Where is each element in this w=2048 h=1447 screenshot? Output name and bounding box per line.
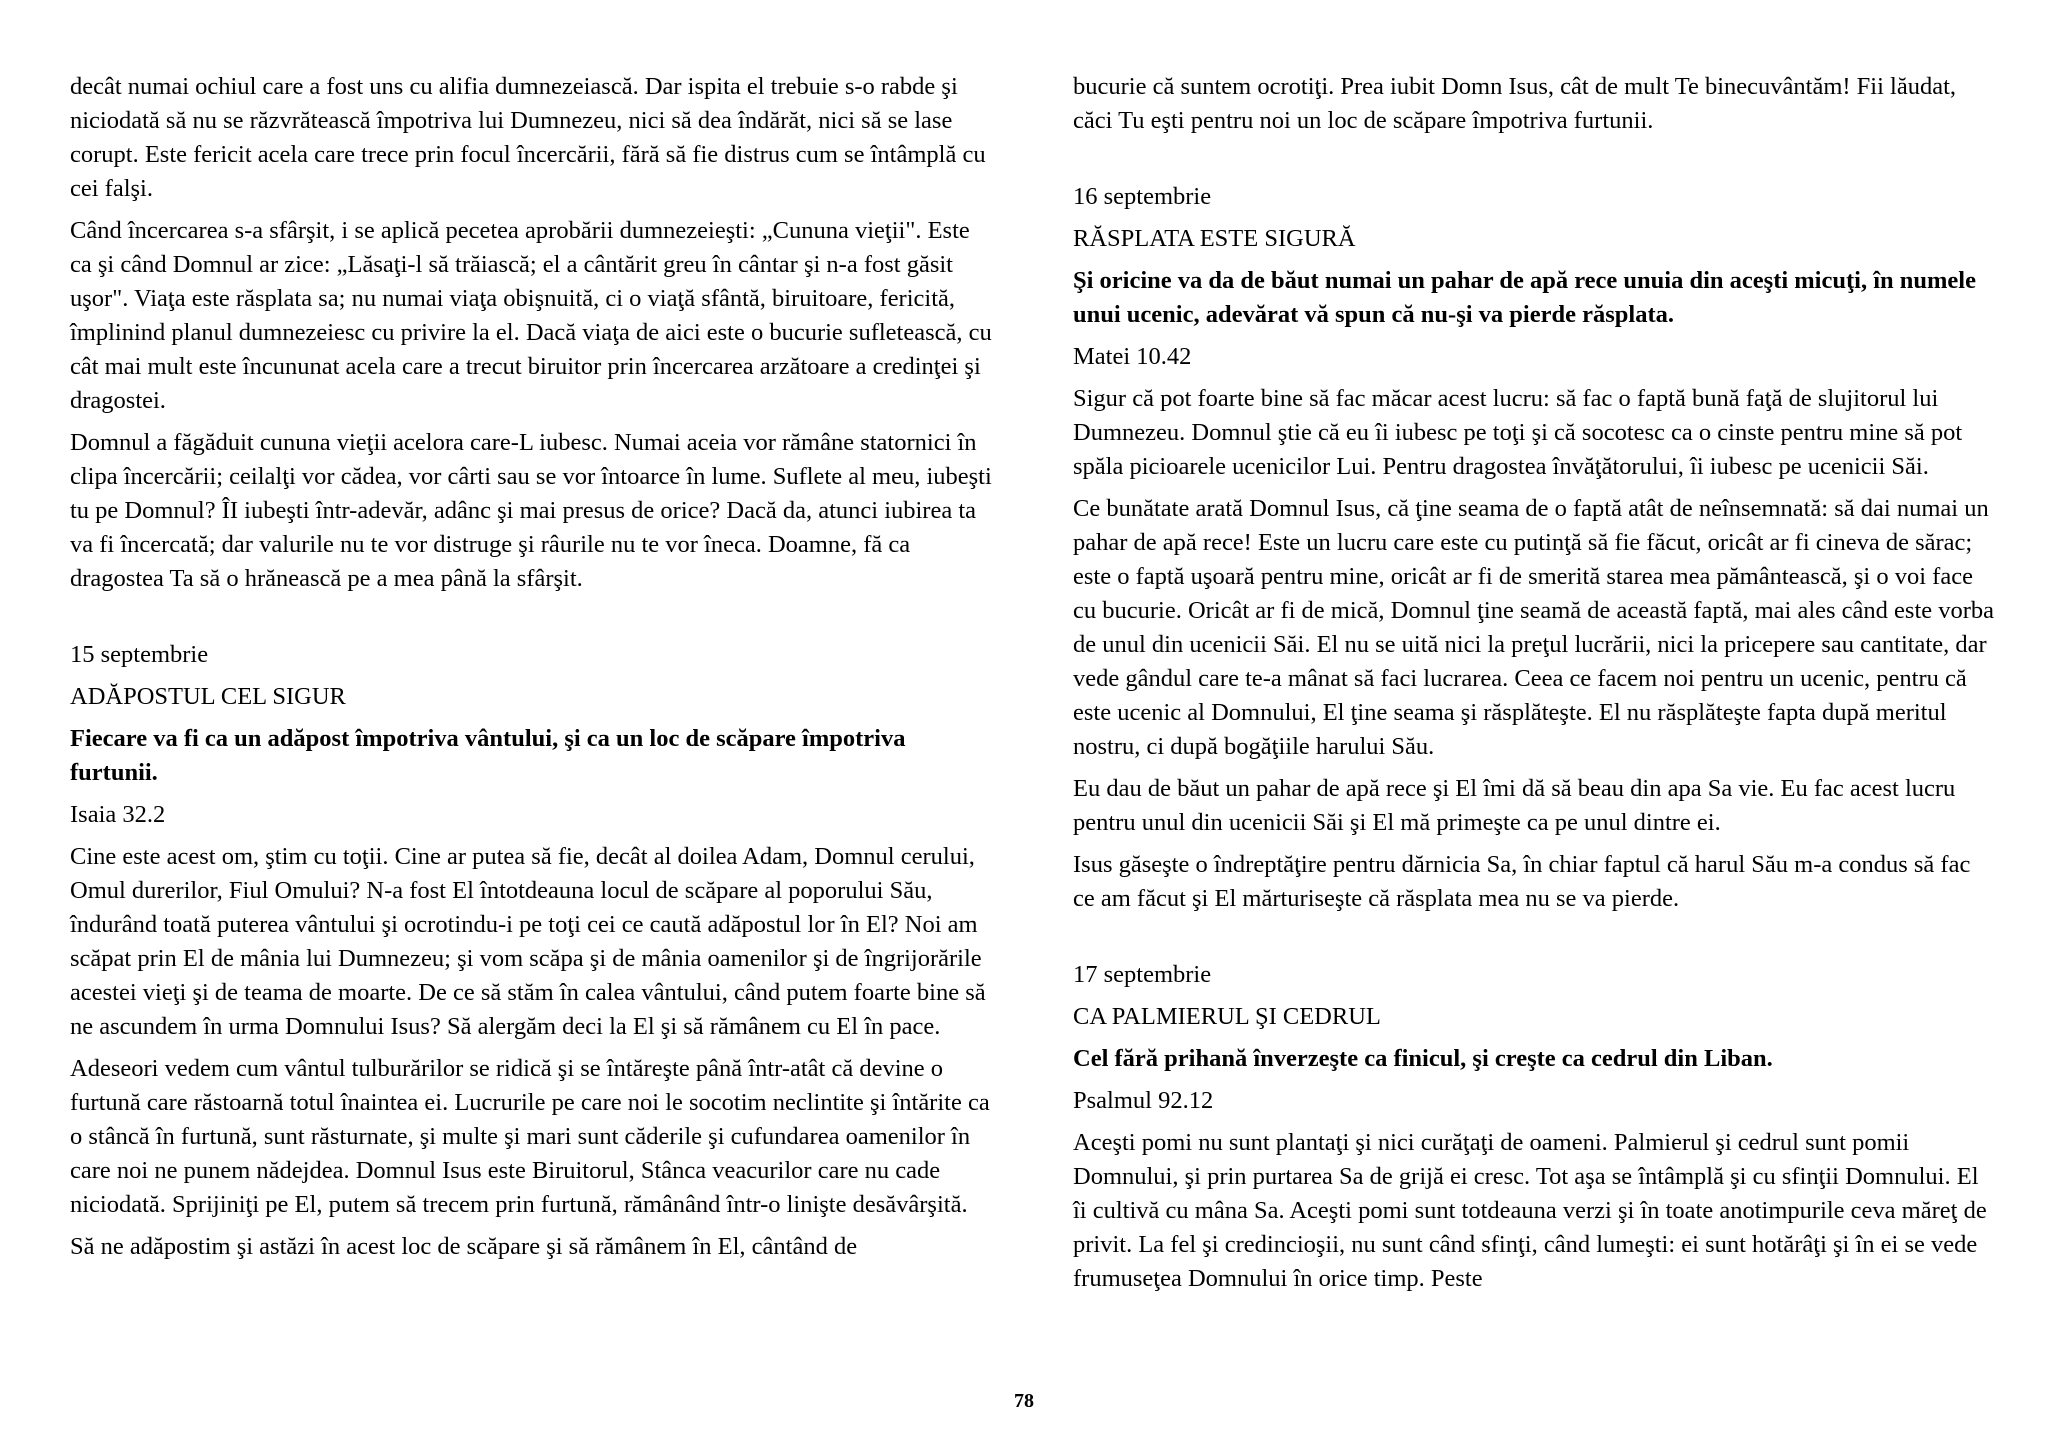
section-gap	[1073, 146, 1998, 180]
entry-title: ADĂPOSTUL CEL SIGUR	[70, 683, 346, 710]
body-paragraph: Ce bunătate arată Domnul Isus, că ţine seama de o faptă atât de neînsemnată: să dai numai un pahar de apă rece! Este un lucru care este cu putinţă să fie făcut, oricât ar fi cineva de sărac; este o faptă uşoară pentru mine, oricât ar fi de smerită starea mea pământească, şi o voi face cu bucurie. Oricât ar fi de mică, Domnul ţine seamă de această faptă, mai ales când este vorba de unul din ucenicii Săi. El nu se uită nici la preţul lucrării, nici la pricepere sau cantitate, dar vede gândul care te-a mânat să faci lucrarea. Ceea ce facem noi pentru un ucenic, pentru că este ucenic al Domnului, El ţine seama şi răsplăteşte. El nu răsplăteşte fapta după meritul nostru, ci după bogăţiile harului Său.	[1073, 495, 1995, 760]
entry-verse: Şi oricine va da de băut numai un pahar de apă rece unuia din aceşti micuţi, în numele unui ucenic, adevărat vă spun că nu-şi va pierde răsplata.	[1073, 267, 1976, 328]
body-paragraph: Să ne adăpostim şi astăzi în acest loc de scăpare şi să rămânem în El, cântând de	[70, 1233, 858, 1260]
entry-date: 15 septembrie	[70, 641, 209, 668]
entry-title: CA PALMIERUL ŞI CEDRUL	[1073, 1003, 1381, 1030]
section-gap	[70, 604, 995, 638]
body-paragraph: Aceşti pomi nu sunt plantaţi şi nici curăţaţi de oameni. Palmierul şi cedrul sunt pomii Domnului, şi prin purtarea Sa de grijă ei cresc. Tot aşa se întâmplă şi cu sfinţii Domnului. El îi cultivă cu mâna Sa. Aceşti pomi sunt totdeauna verzi şi în toate anotimpurile ceva măreţ de privit. La fel şi credincioşii, nu sunt când sfinţi, când lumeşti: ei sunt hotărâţi şi în ei se vede frumuseţea Domnului în orice timp. Peste	[1073, 1129, 1987, 1292]
page-number: 78	[1014, 1390, 1034, 1412]
left-column	[70, 70, 995, 1272]
body-paragraph: Isus găseşte o îndreptăţire pentru dărnicia Sa, în chiar faptul că harul Său m-a condus să fac ce am făcut şi El mărturiseşte că răsplata mea nu se va pierde.	[1073, 851, 1971, 912]
entry-date: 17 septembrie	[1073, 961, 1212, 988]
body-paragraph: Domnul a făgăduit cununa vieţii acelora care-L iubesc. Numai aceia vor rămâne statornici în clipa încercării; ceilalţi vor cădea, vor cârti sau se vor întoarce în lume. Suflete al meu, iubeşti tu pe Domnul? ÎI iubeşti într-adevăr, adânc şi mai presus de orice? Dacă da, atunci iubirea ta va fi încercată; dar valurile nu te vor distruge şi râurile nu te vor îneca. Doamne, fă ca dragostea Ta să o hrănească pe a mea până la sfârşit.	[70, 429, 992, 592]
body-paragraph: Eu dau de băut un pahar de apă rece şi El îmi dă să beau din apa Sa vie. Eu fac acest lucru pentru unul din ucenicii Săi şi El mă primeşte ca pe unul dintre ei.	[1073, 775, 1956, 836]
entry-verse: Fiecare va fi ca un adăpost împotriva vântului, şi ca un loc de scăpare împotriva furtunii.	[70, 725, 906, 786]
entry-reference: Matei 10.42	[1073, 343, 1192, 370]
entry-reference: Isaia 32.2	[70, 801, 166, 828]
body-paragraph: Adeseori vedem cum vântul tulburărilor se ridică şi se întăreşte până într-atât că devine o furtună care răstoarnă totul înaintea ei. Lucrurile pe care noi le socotim neclintite şi întărite ca o stâncă în furtună, sunt răsturnate, şi multe şi mari sunt căderile şi cufundarea oamenilor în care noi ne punem nădejdea. Domnul Isus este Biruitorul, Stânca veacurilor care nu cade niciodată. Sprijiniţi pe El, putem să trecem prin furtună, rămânând într-o linişte desăvârşită.	[70, 1055, 990, 1218]
body-paragraph: Cine este acest om, ştim cu toţii. Cine ar putea să fie, decât al doilea Adam, Domnul cerului, Omul durerilor, Fiul Omului? N-a fost El întotdeauna locul de scăpare al poporului Său, îndurând toată puterea vântului şi ocrotindu-i pe toţi cei ce caută adăpostul lor în El? Noi am scăpat prin El de mânia lui Dumnezeu; şi vom scăpa şi de mânia oamenilor şi de îngrijorările acestei vieţi şi de teama de moarte. De ce să stăm în calea vântului, când putem foarte bine să ne ascundem în urma Domnului Isus? Să alergăm deci la El şi să rămânem cu El în pace.	[70, 843, 986, 1040]
body-paragraph: Când încercarea s-a sfârşit, i se aplică pecetea aprobării dumnezeieşti: „Cununa vieţii". Este ca şi când Domnul ar zice: „Lăsaţi-l să trăiască; el a cântărit greu în cântar şi n-a fost găsit uşor". Viaţa este răsplata sa; nu numai viaţa obişnuită, ci o viaţă sfântă, biruitoare, fericită, împlinind planul dumnezeiesc cu privire la el. Dacă viaţa de aici este o bucurie sufletească, cu cât mai mult este încununat acela care a trecut biruitor prin încercarea arzătoare a credinţei şi dragostei.	[70, 217, 992, 414]
entry-title: RĂSPLATA ESTE SIGURĂ	[1073, 225, 1356, 252]
right-column	[1073, 70, 1998, 1304]
body-paragraph: bucurie că suntem ocrotiţi. Prea iubit Domn Isus, cât de mult Te binecuvântăm! Fii lăudat, căci Tu eşti pentru noi un loc de scăpare împotriva furtunii.	[1073, 73, 1957, 134]
body-paragraph: Sigur că pot foarte bine să fac măcar acest lucru: să fac o faptă bună faţă de slujitorul lui Dumnezeu. Domnul ştie că eu îi iubesc pe toţi şi că socotesc ca o cinste pentru mine să pot spăla picioarele ucenicilor Lui. Pentru dragostea învăţătorului, îi iubesc pe ucenicii Săi.	[1073, 385, 1963, 480]
entry-verse: Cel fără prihană înverzeşte ca finicul, şi creşte ca cedrul din Liban.	[1073, 1045, 1773, 1072]
section-gap	[1073, 924, 1998, 958]
entry-reference: Psalmul 92.12	[1073, 1087, 1214, 1114]
body-paragraph: decât numai ochiul care a fost uns cu alifia dumnezeiască. Dar ispita el trebuie s-o rabde şi niciodată să nu se răzvrătească împotriva lui Dumnezeu, nici să dea îndărăt, nici să se lase corupt. Este fericit acela care trece prin focul încercării, fără să fie distrus cum se întâmplă cu cei falşi.	[70, 73, 986, 202]
entry-date: 16 septembrie	[1073, 183, 1212, 210]
